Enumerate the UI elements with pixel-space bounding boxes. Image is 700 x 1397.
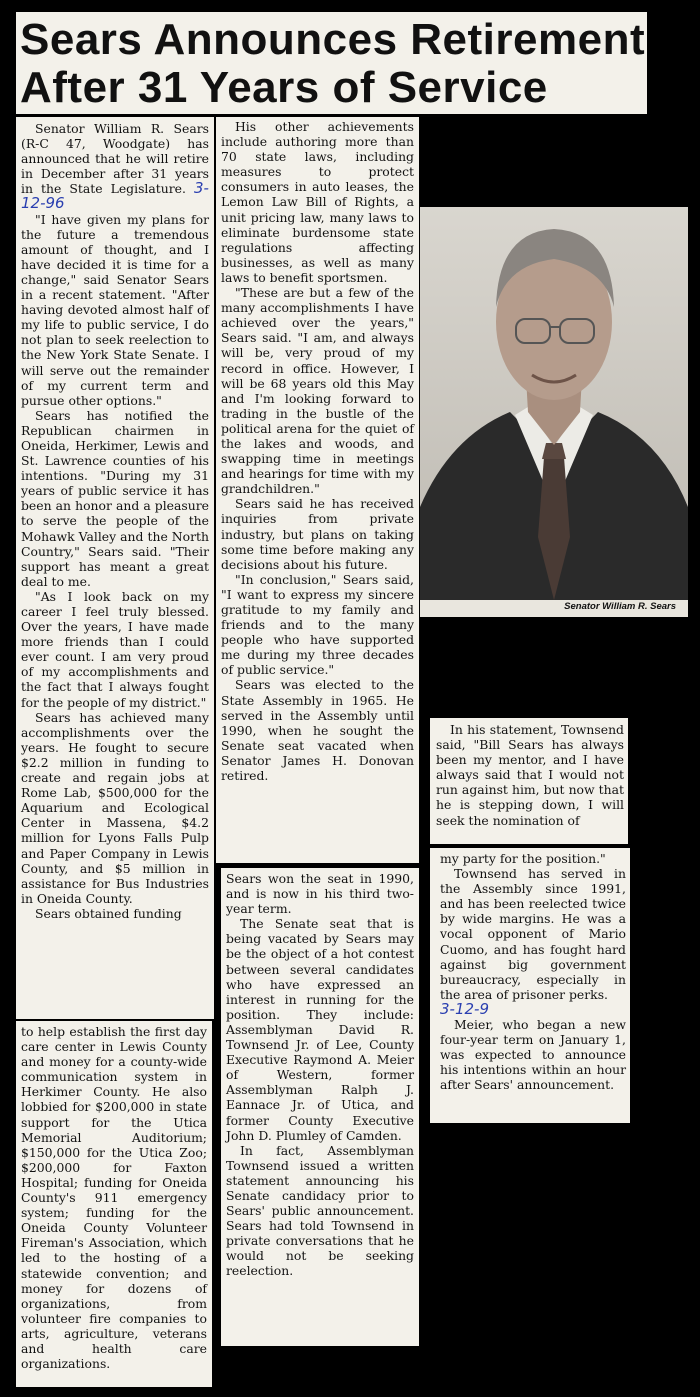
article-column-3-continued <box>430 848 630 1123</box>
headline-line-2: After 31 Years of Service <box>20 63 548 112</box>
paragraph: Sears won the seat in 1990, and is now in his third two-year term. <box>226 871 414 917</box>
article-column-3 <box>428 716 630 846</box>
paragraph: "I have given my plans for the future a tremendous amount of thought, and I have decided it is time for a change," said Senator Sears in a recent statement. "After having devoted almost half of my life to public service, I do not plan to seek reelection to the New York State Senate. I will serve out the remainder of my current term and pursue other options." <box>21 211 209 408</box>
handwritten-date: 3-12-96 <box>21 179 209 213</box>
paragraph: my party for the position." <box>440 851 606 866</box>
paragraph: Sears obtained funding <box>35 905 182 921</box>
paragraph: Sears has notified the Republican chairmen in Oneida, Herkimer, Lewis and St. Lawrence counties of his intentions. "During my 31 years of public service it has been an honor and a pleasure to serve the people of the Mohawk Valley and the North Country," Sears said. "Their support has meant a great deal to me. <box>21 407 209 589</box>
paragraph: "As I look back on my career I feel truly blessed. Over the years, I have made more friends than I could ever count. I am very proud of my accomplishments and the fact that I always fought for the people of my district." <box>21 588 209 710</box>
photo-caption: Senator William R. Sears <box>564 601 676 612</box>
portrait-photo <box>420 207 688 617</box>
paragraph: Townsend has served in the Assembly since 1991, and has been reelected twice by wide margins. He was a vocal opponent of Mario Cuomo, and has fought hard against big government bureaucracy, especially in the area of prisoner perks. <box>440 866 626 1002</box>
article-column-2 <box>216 117 419 863</box>
paragraph: Meier, who began a new four-year term on January 1, was expected to announce his intentions within an hour after Sears' announcement. <box>440 1017 626 1093</box>
handwritten-date: 3-12-9 <box>440 999 489 1018</box>
headline-line-1: Sears Announces Retirement <box>20 15 646 64</box>
paragraph: In his statement, Townsend said, "Bill Sears has always been my mentor, and I have always said that I would not run against him, but now that he is stepping down, I will seek the nomination of <box>436 722 624 828</box>
paragraph: "In conclusion," Sears said, "I want to express my sincere gratitude to my family and friends and to the many people who have supported me during my three decades of public service." <box>221 571 414 678</box>
paragraph: The Senate seat that is being vacated by Sears may be the object of a hot contest between several candidates who have expressed an interest in running for the position. They include: Assemblyman David R. Townsend Jr. of Lee, County Executive Raymond A. Meier of Western, former Assemblyman Ralph J. Eannace Jr. of Utica, and former County Executive John D. Plumley of Camden. <box>226 916 414 1143</box>
article-column-1 <box>16 117 214 1019</box>
paragraph: Senator William R. Sears (R-C 47, Woodgate) has announced that he will retire in December after 31 years in the State Legislature. 3-12-96 <box>21 121 209 213</box>
paragraph: Sears has achieved many accomplishments over the years. He fought to secure $2.2 million in funding to create and regain jobs at Rome Lab, $500,000 for the Aquarium and Ecological Center in Massena, $4.2 million for Lyons Falls Pulp and Paper Company in Lewis County, and $5 million in assistance for Bus Industries in Oneida County. <box>21 709 209 906</box>
paragraph: Sears said he has received inquiries from private industry, but plans on taking some time before making any decisions about his future. <box>221 496 414 572</box>
portrait-image <box>420 207 688 600</box>
paragraph <box>440 999 626 1018</box>
paragraph: Sears was elected to the State Assembly in 1965. He served in the Assembly until 1990, when he sought the Senate seat vacated when Senator James H. Donovan retired. <box>221 677 414 784</box>
headline <box>16 12 647 114</box>
paragraph: His other achievements include authoring more than 70 state laws, including measures to protect consumers in auto leases, the Lemon Law Bill of Rights, a unit pricing law, many laws to eliminate burdensome state regulations affecting businesses, as well as many laws to benefit sportsmen. <box>221 119 414 285</box>
paragraph: In fact, Assemblyman Townsend issued a written statement announcing his Senate candidacy prior to Sears' public announcement. Sears had told Townsend in private conversations that he would not be seeking reelection. <box>226 1142 414 1279</box>
article-column-1-continued <box>16 1021 212 1387</box>
paragraph: to help establish the first day care center in Lewis County and money for a county-wide communication system in Herkimer County. He also lobbied for $200,000 in state support for the Utica Memorial Auditorium; $150,000 for the Utica Zoo; $200,000 for Faxton Hospital; funding for Oneida County's 911 emergency system; funding for the Oneida County Volunteer Fireman's Association, which led to the hosting of a statewide convention; and money for dozens of organizations, from volunteer fire companies to arts, agriculture, veterans and health care organizations. <box>21 1024 207 1372</box>
paragraph: "These are but a few of the many accomplishments I have achieved over the years," Sears said. "I am, and always will be, very proud of my record in office. However, I will be 68 years old this May and I'm looking forward to trading in the bustle of the political arena for the quiet of the lakes and woods, and swapping time in meetings and hearings for time with my grandchildren." <box>221 285 414 497</box>
article-column-2-continued <box>221 868 419 1346</box>
